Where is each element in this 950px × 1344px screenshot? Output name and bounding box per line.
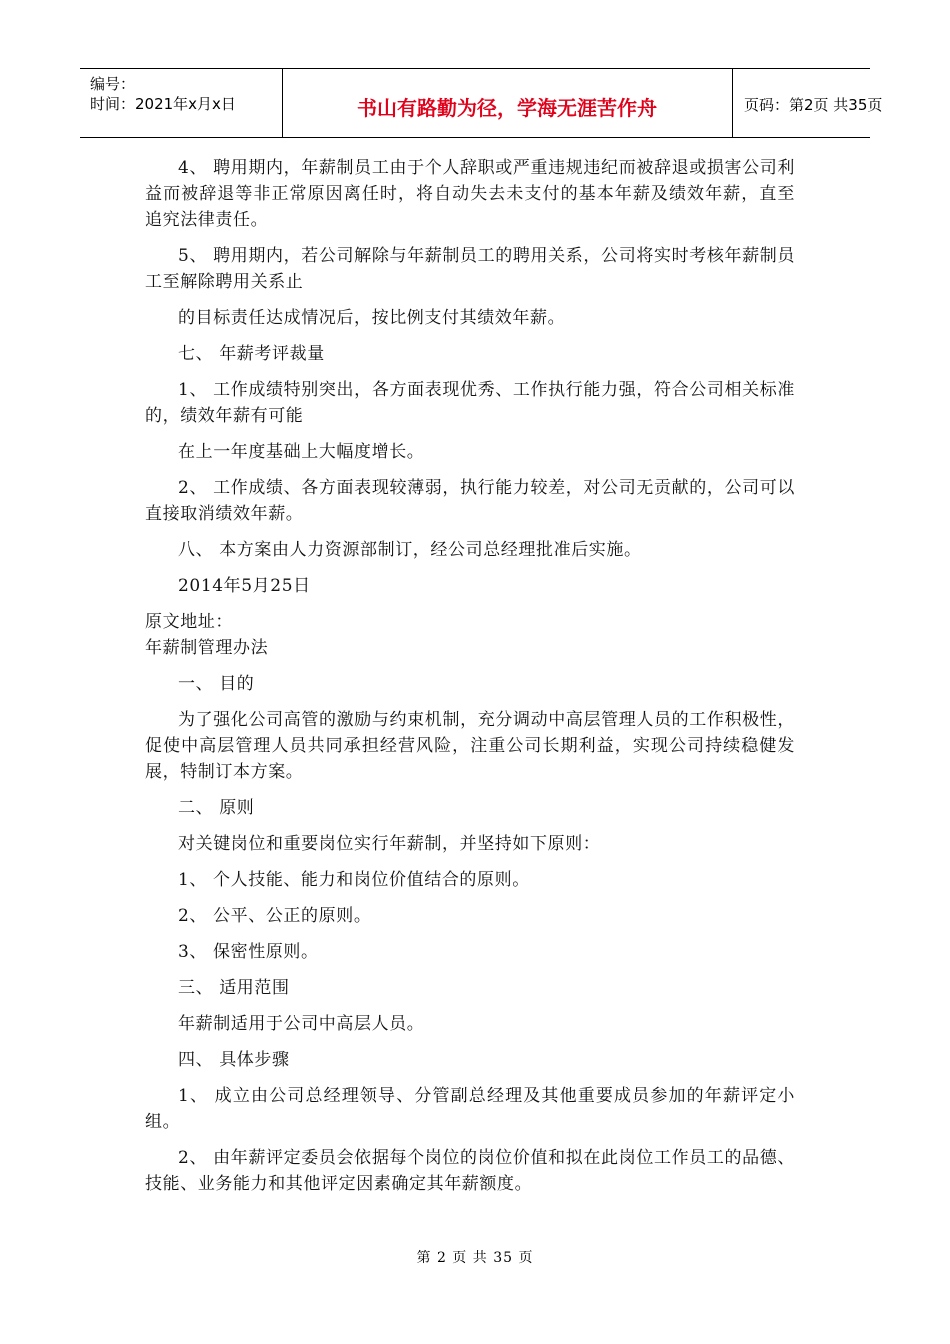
paragraph: 5、 聘用期内，若公司解除与年薪制员工的聘用关系，公司将实时考核年薪制员工至解除聘用关系止 — [145, 246, 795, 292]
paragraph: 4、 聘用期内，年薪制员工由于个人辞职或严重违规违纪而被辞退或损害公司利益而被辞退等非正常原因离任时，将自动失去未支付的基本年薪及绩效年薪，直至追究法律责任。 — [145, 158, 795, 230]
list-item: 3、 保密性原则。 — [178, 942, 319, 962]
paragraph: 八、 本方案由人力资源部制订，经公司总经理批准后实施。 — [178, 540, 642, 560]
header-meta-cell — [80, 69, 283, 137]
date-line: 2014年5月25日 — [178, 576, 311, 596]
paragraph: 1、 工作成绩特别突出，各方面表现优秀、工作执行能力强，符合公司相关标准的，绩效年薪有可能 — [145, 380, 795, 426]
document-date-label: 时间：2021年x月x日 — [90, 95, 236, 113]
paragraph: 对关键岗位和重要岗位实行年薪制，并坚持如下原则： — [178, 834, 601, 854]
paragraph: 2、 工作成绩、各方面表现较薄弱，执行能力较差，对公司无贡献的，公司可以直接取消绩效年薪。 — [145, 478, 795, 524]
header-page-number: 页码：第2页 共35页 — [744, 96, 883, 114]
document-number-label: 编号： — [90, 75, 136, 93]
paragraph: 为了强化公司高管的激励与约束机制，充分调动中高层管理人员的工作积极性，促使中高层管理人员共同承担经营风险，注重公司长期利益，实现公司持续稳健发展，特制订本方案。 — [145, 710, 795, 782]
document-title: 年薪制管理办法 — [145, 638, 269, 658]
paragraph: 年薪制适用于公司中高层人员。 — [178, 1014, 425, 1034]
list-item: 2、 公平、公正的原则。 — [178, 906, 372, 926]
page-footer: 第 2 页 共 35 页 — [416, 1250, 534, 1266]
paragraph: 在上一年度基础上大幅度增长。 — [178, 442, 425, 462]
list-item: 1、 个人技能、能力和岗位价值结合的原则。 — [178, 870, 530, 890]
section-heading: 三、 适用范围 — [178, 978, 290, 998]
section-heading: 一、 目的 — [178, 674, 255, 694]
section-heading: 四、 具体步骤 — [178, 1050, 290, 1070]
paragraph: 的目标责任达成情况后，按比例支付其绩效年薪。 — [178, 308, 566, 328]
section-heading: 二、 原则 — [178, 798, 255, 818]
list-item: 2、 由年薪评定委员会依据每个岗位的岗位价值和拟在此岗位工作员工的品德、技能、业务能力和其他评定因素确定其年薪额度。 — [145, 1148, 795, 1194]
source-label: 原文地址： — [145, 612, 233, 632]
document-header — [80, 68, 883, 138]
list-item: 1、 成立由公司总经理领导、分管副总经理及其他重要成员参加的年薪评定小组。 — [145, 1086, 795, 1132]
header-page-cell — [732, 69, 883, 137]
section-heading: 七、 年薪考评裁量 — [178, 344, 325, 364]
document-body — [145, 155, 795, 1207]
header-motto-cell — [282, 69, 733, 137]
motto-text: 书山有路勤为径，学海无涯苦作舟 — [357, 96, 657, 120]
